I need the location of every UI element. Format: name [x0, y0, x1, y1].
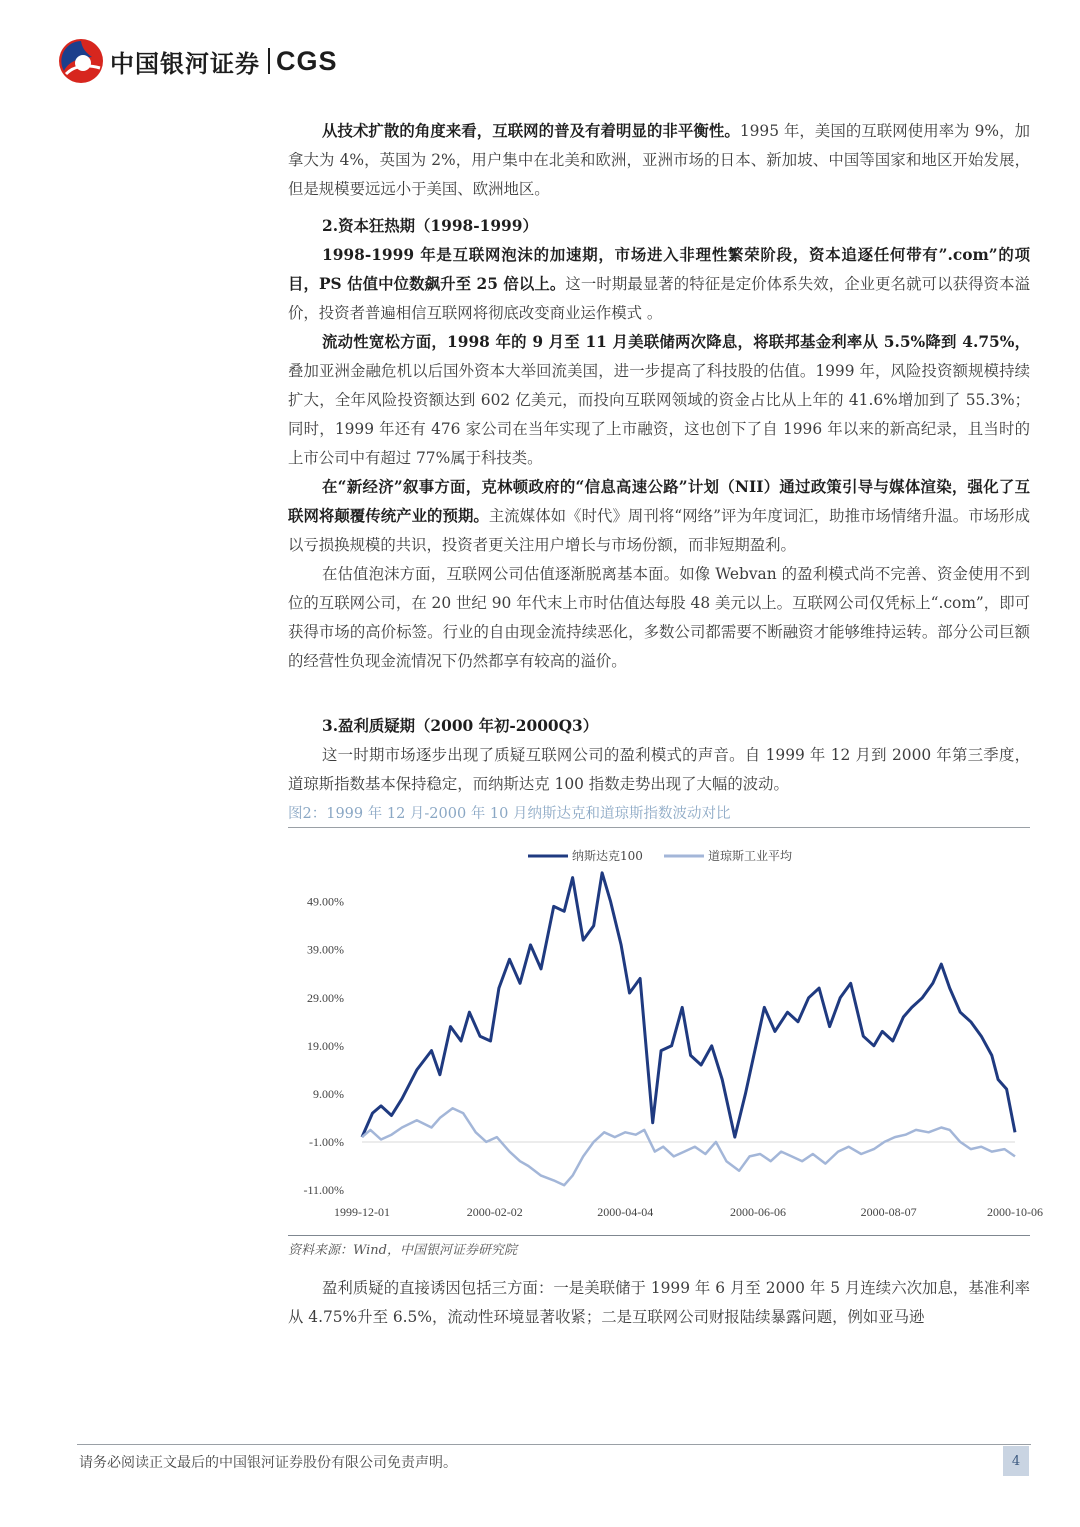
y-tick-label: 19.00%	[307, 1038, 344, 1053]
legend-label: 道琼斯工业平均	[708, 849, 793, 863]
x-tick-label: 2000-06-06	[730, 1205, 787, 1219]
x-tick-label: 2000-10-06	[987, 1205, 1043, 1219]
y-tick-label: 39.00%	[307, 942, 344, 957]
main-content	[288, 117, 1043, 1332]
figure-bottom-rule	[288, 1235, 1030, 1236]
figure-title: 图2：1999 年 12 月-2000 年 10 月纳斯达克和道琼斯指数波动对比	[288, 806, 731, 822]
logo-chinese-name: 中国银河证券	[110, 49, 260, 78]
series-line-nasdaq100	[362, 873, 1015, 1137]
y-tick-label: -11.00%	[303, 1183, 344, 1197]
line-chart	[288, 828, 1043, 1235]
paragraph-new-economy: 在“新经济”叙事方面，克林顿政府的“信息高速公路”计划（NII）通过政策引导与媒体渲染，强化了互联网将颠覆传统产业的预期。主流媒体如《时代》周刊将“网络”评为年度词汇，助推市场情绪升温。市场形成以亏损换规模的共识，投资者更关注用户增长与市场份额，而非短期盈利。	[288, 478, 1030, 554]
footer-disclaimer: 请务必阅读正文最后的中国银河证券股份有限公司免责声明。	[79, 1455, 457, 1471]
x-tick-label: 1999-12-01	[334, 1205, 390, 1219]
paragraph-profit-doubt-intro: 这一时期市场逐步出现了质疑互联网公司的盈利模式的声音。自 1999 年 12 月到 2000 年第三季度，道琼斯指数基本保持稳定，而纳斯达克 100 指数走势出现了大幅的波动。	[288, 746, 1030, 793]
legend-label: 纳斯达克100	[572, 849, 643, 863]
x-tick-label: 2000-08-07	[860, 1205, 917, 1219]
cgs-logo-icon	[58, 38, 104, 84]
paragraph-tech-diffusion: 从技术扩散的角度来看，互联网的普及有着明显的非平衡性。1995 年，美国的互联网使用率为 9%，加拿大为 4%，英国为 2%，用户集中在北美和欧洲，亚洲市场的日本、新加坡、中国等国家和地区开始发展，但是规模要远远小于美国、欧洲地区。	[288, 122, 1030, 198]
logo-english-name: CGS	[276, 45, 338, 76]
y-tick-label: 29.00%	[307, 990, 344, 1005]
section-heading-capital-frenzy: 2.资本狂热期（1998-1999）	[322, 217, 538, 235]
section-heading-profit-doubt: 3.盈利质疑期（2000 年初-2000Q3）	[322, 717, 599, 735]
paragraph-liquidity: 流动性宽松方面，1998 年的 9 月至 11 月美联储两次降息，将联邦基金利率从 5.5%降到 4.75%，叠加亚洲金融危机以后国外资本大举回流美国，进一步提高了科技股的估值。1999 年，风险投资额规模持续扩大，全年风险投资额达到 602 亿美元，而投向互联网领域的资金占比从上年的 41.6%增加到了 55.3%；同时，1999 年还有 476 家公司在当年实现了上市融资，这也创下了自 1996 年以来的新高纪录，且当时的上市公司中有超过 77%属于科技类。	[288, 333, 1030, 467]
header	[58, 38, 338, 84]
x-tick-label: 2000-02-02	[466, 1205, 523, 1219]
paragraph-valuation-bubble: 在估值泡沫方面，互联网公司估值逐渐脱离基本面。如像 Webvan 的盈利模式尚不完善、资金使用不到位的互联网公司，在 20 世纪 90 年代末上市时估值达每股 48 美元以上。互联网公司仅凭标上“.com”，即可获得市场的高价标签。行业的自由现金流持续恶化，多数公司都需要不断融资才能够维持运转。部分公司巨额的经营性负现金流情况下仍然都享有较高的溢价。	[288, 565, 1030, 670]
page-number-badge: 4	[1003, 1446, 1029, 1476]
paragraph-profit-doubt-causes: 盈利质疑的直接诱因包括三方面：一是美联储于 1999 年 6 月至 2000 年 5 月连续六次加息，基准利率从 4.75%升至 6.5%，流动性环境显著收紧；二是互联网公司财报陆续暴露问题，例如亚马逊	[288, 1279, 1030, 1326]
footer-rule	[77, 1444, 1031, 1445]
chart-container	[288, 828, 1043, 1235]
paragraph-bubble-acceleration: 1998-1999 年是互联网泡沫的加速期，市场进入非理性繁荣阶段，资本追逐任何带有”.com”的项目，PS 估值中位数飙升至 25 倍以上。这一时期最显著的特征是定价体系失效，企业更名就可以获得资本溢价，投资者普遍相信互联网将彻底改变商业运作模式 。	[288, 246, 1030, 322]
y-tick-label: 49.00%	[307, 894, 344, 909]
series-line-dow-jones	[362, 1108, 1015, 1185]
y-tick-label: 9.00%	[313, 1086, 344, 1101]
figure-source: 资料来源：Wind，中国银河证券研究院	[288, 1243, 517, 1258]
logo-separator	[268, 48, 270, 74]
y-tick-label: -1.00%	[309, 1134, 344, 1149]
x-tick-label: 2000-04-04	[597, 1205, 654, 1219]
